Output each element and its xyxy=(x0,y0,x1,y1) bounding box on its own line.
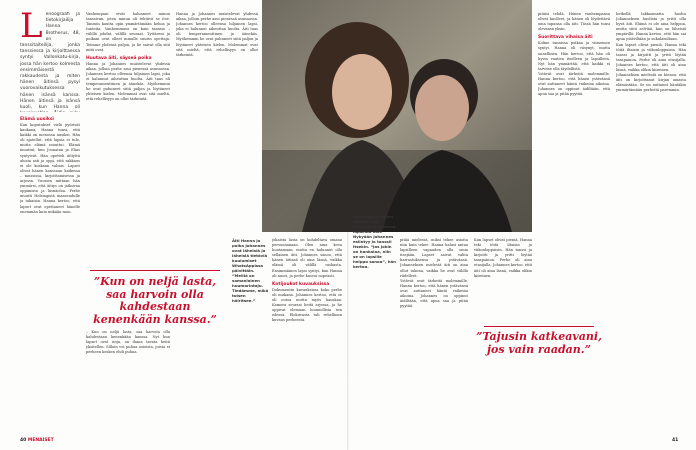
left-column-2 xyxy=(86,12,170,207)
magazine-name: MENAISET xyxy=(27,438,54,443)
portrait-photo-illustration xyxy=(262,0,532,232)
page-number-left: 40 xyxy=(20,438,27,443)
body-text: Hanna ja Johannes muistelevat yhdessä aikaa, jolloin perhe asui pienessä asunnossa. Johannes kertoo olleensa hiljainen lapsi, joka ei halunnut aiheuttaa huolta. Äiti taas oli temperamenttinen ja äänekäs. Myöhemmin he ovat puhuneet siitä paljon ja löytäneet yhteisen kielen. Molemmat ovat sitä mieltä, että rehellisyys on ollut tärkeintä. xyxy=(86,61,170,102)
page-number-right: 41 xyxy=(672,438,679,443)
pullquote-rule-top xyxy=(90,270,220,271)
body-text: Ystävät ovat tärkeitä molemmille. Hanna kertoo, että hänen ystävänsä ovat auttaneet häntä vaikeina aikoina. Johannes on oppinut äidiltään, että apua saa ja pitää pyytää. xyxy=(538,71,610,97)
pullquote-left: ”Kun on neljä lasta, saa harvoin olla kahdestaan kenenkään kanssa.” xyxy=(93,275,217,326)
body-text: hetkellä lakkaamatta huolta Johanneksen huolista ja yritti olla hyvä äiti. Elämä ei ole aina helppoa, mutta siitä selviää, kun on läheisiä ympärillä. Hanna kertoo, että hän sai apua ystäviltään ja sukulaisiltaan. xyxy=(616,12,686,42)
body-text: Vanhempani eivät halunneet minun tanssivan, joten minun oli tehtävä se itse. Tanssin kautta opin ymmärtämään kehoa ja tunteita. Vanhemmuus on kuin tanssia – välillä johdat, välillä seuraat. Tyttäreni ja poikani ovat olleet minulle suurin opettaja. Teimme yhdessä paljon, ja he saivat olla sitä mitä ovat. xyxy=(86,12,170,52)
body-text: Johanneksen mielestä on hienoa, että äiti on kirjoittanut kirjan omasta elämästään. Se on auttanut häntäkin ymmärtämään perhettä paremmin. xyxy=(616,73,686,93)
folio-left xyxy=(20,438,54,443)
photo-caption-left: Äiti Hanna ja poika Johannes ovat läheisiä ja läheisiä tietäviä kuulumiset WhatsAppissa päivittäin. “Meillä on samanlainen huumorintaju. Tiedämme, mikä toisen häiritsee.” xyxy=(232,238,269,303)
body-text: – Kun on neljä lasta, saa harvoin olla kahdestaan kenenkään kanssa. Nyt kun lapset ovat isoja, on ihana tavata heitä yksitellen. Silloin voi puhua asioista, joista ei perheen kesken ehdi puhua. xyxy=(86,330,170,355)
body-text: jokaista lasta on kohdeltava omana persoonanaan. Olen aina kova huutamaan, mutta en halunnut olla sellainen äiti. Johannes sanoo, että hänen äitinsä oli aina läsnä, vaikka elämä oli välillä raskasta. Ensimmäinen lapsi syntyi, kun Hanna oli nuori, ja perhe kasvoi nopeasti. xyxy=(272,238,342,278)
intro-column xyxy=(20,12,80,112)
body-text: pitäisi tehdä. Hänen vanhempansa olivat kuolleet, ja hänen oli löydettävä oma tapansa olla äiti. Tässä hän tunsi olevansa yksin. xyxy=(538,12,610,32)
right-page-column-a xyxy=(400,238,468,434)
left-column-3 xyxy=(176,12,258,260)
subheading-kotijoukot: Kotijoukot kuvauksissa xyxy=(272,281,330,287)
folio-right xyxy=(672,438,678,443)
body-text: Dokumentin kuvauksissa koko perhe oli mukana. Johannes kertoo, että se oli outoa mutta myös hauskaa. Kamera seurasi heitä arjessa, ja he oppivat olemaan luonnollisia sen edessä. Elokuvasta tuli rehellinen kuvaus perheestä. xyxy=(272,287,342,323)
left-column-1 xyxy=(20,114,80,434)
right-column-2 xyxy=(616,12,686,434)
intro-text: enoograafi ja tietokirjailija Hanna Brotherus, 48, on tanssitaiteilija, jonka tanssiessa ja kirjoittaessa syntyi Vallonkatu-kirja, jossa hän kertoo kolmesta ensimmäisestä rakkaudesta ja miten hänen äitinsä pysyi vuorovaikutuksessa hänen isänsä kanssa. Hänen äitinsä ja isänsä kuoli, kun Hanna oli xyxy=(20,12,80,111)
subheading-huutava-aiti: Huutava äiti, säyseä poika xyxy=(86,55,152,61)
pullquote-rule-right xyxy=(484,326,594,327)
body-text: Hanna ja Johannes muistelevat yhdessä aikaa, jolloin perhe asui pienessä asunnossa. Johannes kertoo olleensa hiljainen lapsi, joka ei halunnut aiheuttaa huolta. Äiti taas oli temperamenttinen ja äänekäs. Myöhemmin he ovat puhuneet siitä paljon ja löytäneet yhteisen kielen. Molemmat ovat sitä mieltä, että rehellisyys on ollut tärkeintä. xyxy=(176,12,258,57)
portrait-photo xyxy=(262,0,532,232)
subheading-elama-uusiksi: Elämä uusiksi xyxy=(20,117,54,122)
body-text: Kun koputukset vielä pyörivät kaukana, Hanna tunsi, että kaikki on menossa uusiksi. Hän oli ajatellut, että lapsia ei tule, mutta elämä muuttui. Elämä muuttui, kun Joonatan ja Elias syntyivät. Hän opetteli äitiyttä alusta asti ja oppi, että rakkaus ei ole koskaan valmis. Lapset olivat hänen kanssaan kaikessa – tanssissa, kirjoittamisessa ja arjessa. Vuosien mittaan hän ymmärsi, että äitiys on jatkuvaa oppimista ja läsnäoloa. Perhe muutti Helsingistä maaseudulle ja takaisin. Hanna kertoo, että lapset ovat opettaneet hänelle enemmän kuin mikään muu. xyxy=(20,123,80,214)
middle-column xyxy=(272,238,342,434)
photo-caption-right: Johannes ja hänen äitinsä ovat tanssineet yhdessä lapsesta asti. Nykyään Johannes esiintyy ja tanssii itsekin. “Jos jokin on hankalaa, niin se on lapsille helppo sanoa”, hän kertoo. xyxy=(353,214,396,269)
body-text: Kun lapset olivat pieniä, Hanna teki töitä iltaisin ja viikonloppuisin. Hän tanssi ja kirjoitti ja yritti löytää tasapainon. Perhe oli aina etusijalla. Johannes kertoo, että äiti oli aina läsnä, vaikka olikin kiireinen. xyxy=(474,238,532,278)
dropcap: L xyxy=(20,12,43,46)
body-text: Ystävät ovat tärkeitä molemmille. Hanna kertoo, että hänen ystävänsä ovat auttaneet häntä vaikeina aikoina. Johannes on oppinut äidiltään, että apua saa ja pitää pyytää. xyxy=(400,278,468,309)
subheading-suorittava: Suorittava vihaisa äiti xyxy=(538,35,593,41)
body-text: pitää mielessä, miksi tekee asioita niin kuin tekee. Hanna halusi antaa lapsilleen vapauden olla omia itsejään. Lapset saivat valita harrastuksensa ja ystävänsä. Johanneksen mielestä äiti on aina ollut tukena, vaikka he ovat välillä riidelleet. xyxy=(400,238,468,278)
body-text: Kun lapset olivat pieniä, Hanna teki töitä iltaisin ja viikonloppuisin. Hän tanssi ja kirjoitti ja yritti löytää tasapainon. Perhe oli aina etusijalla. Johannes kertoo, että äiti oli aina läsnä, vaikka olikin kiireinen. xyxy=(616,42,686,73)
pullquote-right: ”Tajusin katkeavani, jos vain raadan.” xyxy=(470,331,608,356)
left-column-2-continued xyxy=(86,330,170,434)
right-column-1 xyxy=(538,12,610,434)
body-text: Kolme tunnissa poikaa ja viimeinen syntyi. Hanna oli väsynyt, mutta onnellinen. Hän kertoo, että hän oli hyvin vaativa itselleen ja lapsilleen. Nyt hän ymmärtää, että kaikki ei tarvitse olla täydellistä. xyxy=(538,41,610,71)
